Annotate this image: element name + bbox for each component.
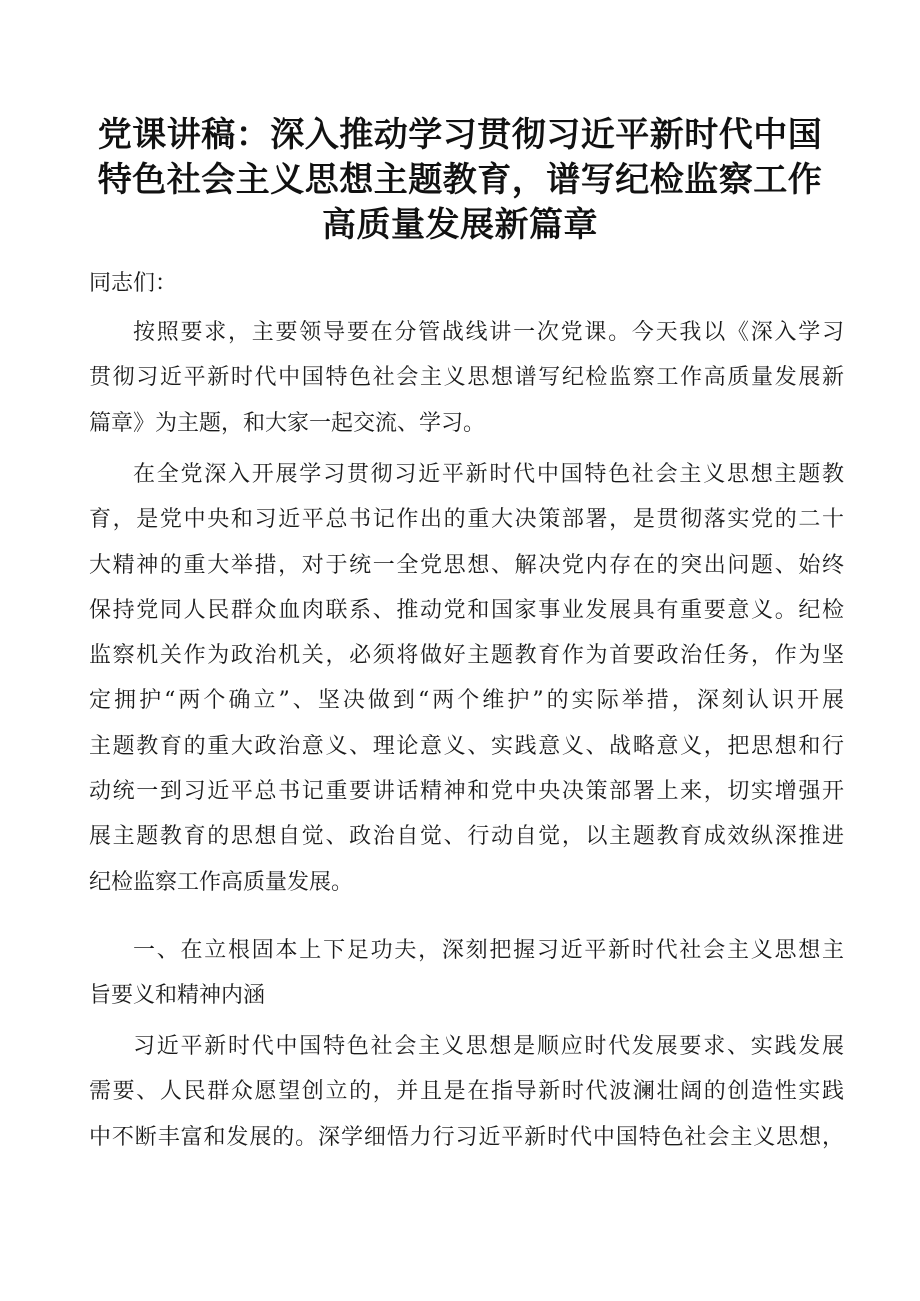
paragraph-line: 贯彻习近平新时代中国特色社会主义思想谱写纪检监察工作高质量发展新 (89, 365, 844, 391)
paragraph-line: 监察机关作为政治机关，必须将做好主题教育作为首要政治任务，作为坚 (89, 643, 844, 669)
paragraph-line: 展主题教育的思想自觉、政治自觉、行动自觉，以主题教育成效纵深推进 (89, 824, 844, 850)
paragraph-line: 育，是党中央和习近平总书记作出的重大决策部署，是贯彻落实党的二十 (89, 507, 844, 533)
title-line: 党课讲稿：深入推动学习贯彻习近平新时代中国 (97, 115, 823, 155)
paragraph-line: 旨要义和精神内涵 (89, 983, 266, 1009)
paragraph-line: 一、在立根固本上下足功夫，深刻把握习近平新时代社会主义思想主 (133, 938, 844, 963)
paragraph-line: 动统一到习近平总书记重要讲话精神和党中央决策部署上来，切实增强开 (89, 779, 844, 805)
paragraph-line: 在全党深入开展学习贯彻习近平新时代中国特色社会主义思想主题教 (133, 462, 844, 487)
section-heading-1 (89, 928, 844, 1019)
paragraph-intro (89, 310, 844, 446)
greeting: 同志们： (89, 271, 178, 296)
title-line: 高质量发展新篇章 (322, 205, 598, 245)
paragraph-section-1 (89, 1024, 844, 1160)
paragraph-line: 主题教育的重大政治意义、理论意义、实践意义、战略意义，把思想和行 (89, 733, 844, 759)
paragraph-line: 保持党同人民群众血肉联系、推动党和国家事业发展具有重要意义。纪检 (89, 597, 844, 623)
paragraph-line: 需要、人民群众愿望创立的，并且是在指导新时代波澜壮阔的创造性实践 (89, 1079, 844, 1105)
paragraph-line: 篇章》为主题，和大家一起交流、学习。 (89, 410, 486, 436)
paragraph-line: 中不断丰富和发展的。深学细悟力行习近平新时代中国特色社会主义思想， (89, 1124, 844, 1150)
title-line: 特色社会主义思想主题教育，谱写纪检监察工作 (97, 160, 823, 200)
paragraph-line: 大精神的重大举措，对于统一全党思想、解决党内存在的突出问题、始终 (89, 552, 844, 578)
paragraph-line: 按照要求，主要领导要在分管战线讲一次党课。今天我以《深入学习 (133, 320, 844, 345)
paragraph-line: 习近平新时代中国特色社会主义思想是顺应时代发展要求、实践发展 (133, 1034, 844, 1059)
paragraph-line: 定拥护“两个确立”、坚决做到“两个维护”的实际举措，深刻认识开展 (89, 688, 844, 714)
paragraph-context (89, 452, 844, 905)
document-title (80, 113, 840, 248)
paragraph-line: 纪检监察工作高质量发展。 (89, 869, 354, 895)
